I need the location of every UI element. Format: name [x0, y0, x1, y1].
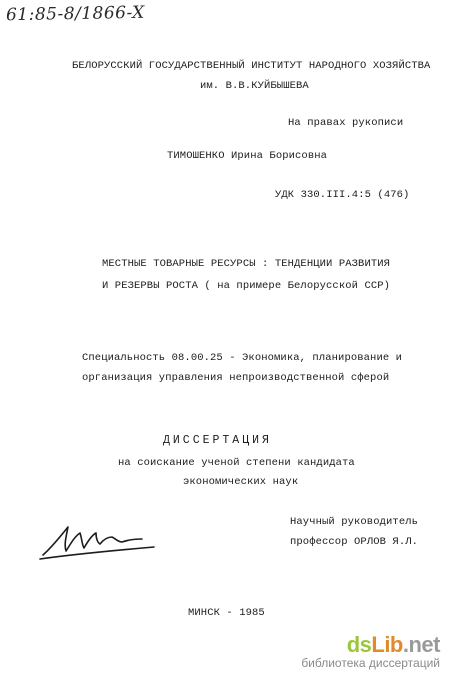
document-type: ДИССЕРТАЦИЯ	[163, 434, 272, 447]
institution-line-1: БЕЛОРУССКИЙ ГОСУДАРСТВЕННЫЙ ИНСТИТУТ НАРОДНОГО ХОЗЯЙСТВА	[72, 60, 431, 72]
specialty-line-2: организация управления непроизводственной сферой	[82, 372, 390, 384]
manuscript-note: На правах рукописи	[288, 117, 404, 129]
author-name: ТИМОШЕНКО Ирина Борисовна	[167, 150, 328, 162]
institution-line-2: им. В.В.КУЙБЫШЕВА	[200, 80, 309, 92]
watermark-logo: dsLib.net	[346, 632, 440, 657]
specialty-line-1: Специальность 08.00.25 - Экономика, планирование и	[82, 352, 403, 364]
udc-code: УДК 330.III.4:5 (476)	[275, 189, 410, 201]
city-year: МИНСК - 1985	[188, 607, 265, 619]
title-line-2: И РЕЗЕРВЫ РОСТА ( на примере Белорусской ССР)	[102, 280, 391, 292]
handwritten-signature	[38, 515, 158, 565]
degree-line-2: экономических наук	[183, 476, 299, 488]
archive-mark: 61:85-8/1866-X	[5, 2, 145, 26]
supervisor-label: Научный руководитель	[290, 516, 419, 528]
title-line-1: МЕСТНЫЕ ТОВАРНЫЕ РЕСУРСЫ : ТЕНДЕНЦИИ РАЗВИТИЯ	[102, 258, 391, 270]
site-watermark	[301, 632, 440, 670]
degree-line-1: на соискание ученой степени кандидата	[118, 457, 355, 469]
supervisor-name: профессор ОРЛОВ Я.Л.	[290, 536, 419, 548]
watermark-subtitle: библиотека диссертаций	[301, 656, 440, 670]
